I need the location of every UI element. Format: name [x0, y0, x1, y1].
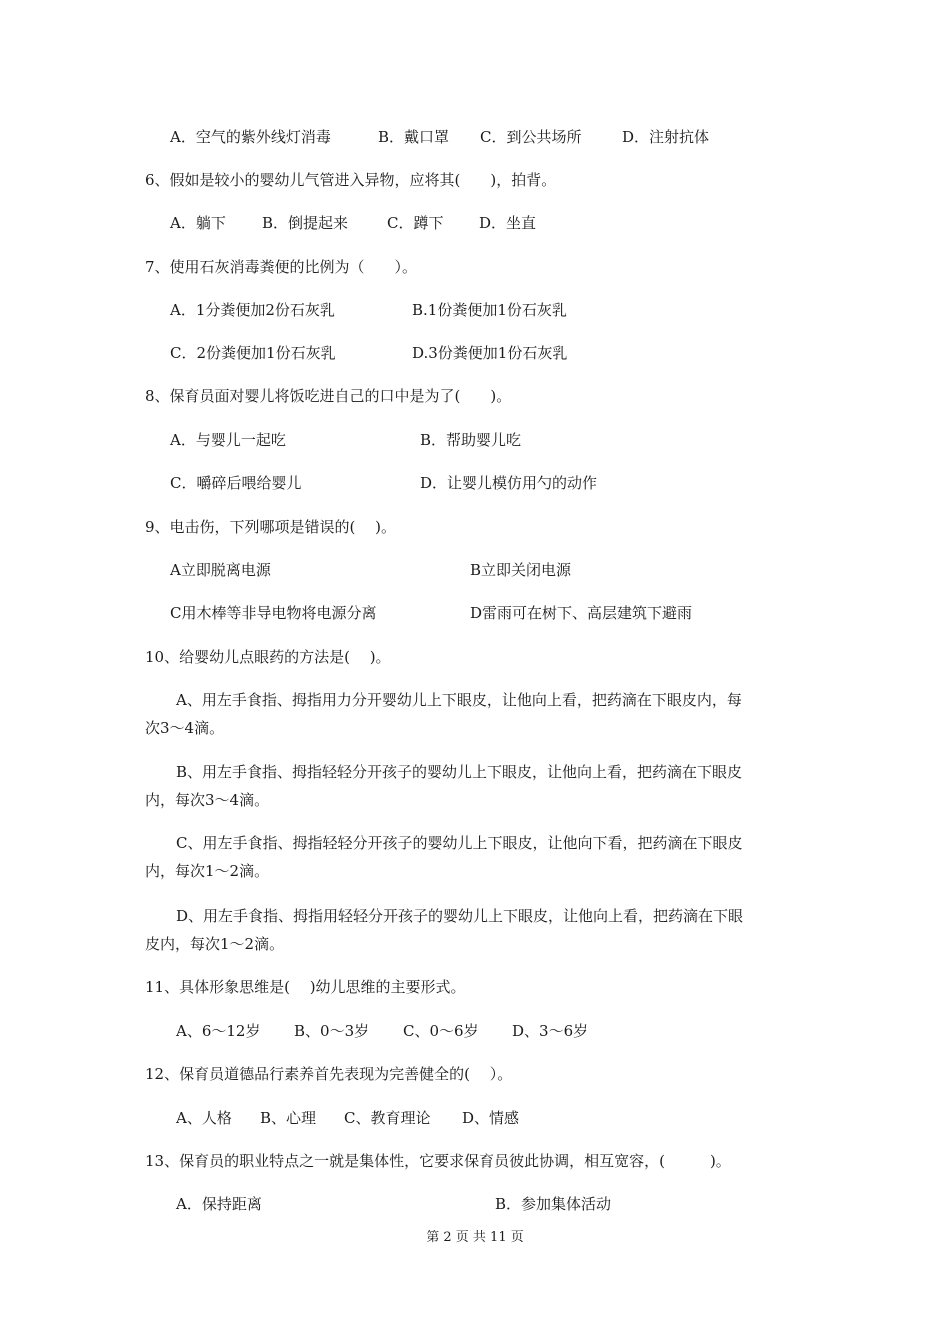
q10-option-b-line2: 内，每次3～4滴。	[145, 791, 270, 809]
page-footer: 第 2 页 共 11 页	[426, 1230, 524, 1245]
question-12-stem: 12、保育员道德品行素养首先表现为完善健全的( ）。	[145, 1065, 513, 1083]
q9-option-a: A立即脱离电源	[170, 561, 271, 579]
q10-option-d-line2: 皮内，每次1～2滴。	[145, 935, 285, 953]
q13-option-a: A．保持距离	[176, 1195, 262, 1213]
q8-option-b: B．帮助婴儿吃	[420, 431, 522, 449]
question-7-stem: 7、使用石灰消毒粪便的比例为（ ）。	[145, 258, 418, 276]
q12-option-d: D、情感	[462, 1109, 520, 1127]
q12-option-a: A、人格	[176, 1109, 232, 1127]
q6-option-b: B．倒提起来	[262, 214, 349, 232]
q11-option-d: D、3～6岁	[512, 1022, 589, 1040]
q9-option-c: C用木棒等非导电物将电源分离	[170, 604, 377, 622]
question-6-stem: 6、假如是较小的婴幼儿气管进入异物，应将其( )，拍背。	[145, 171, 557, 189]
q7-option-c: C．2份粪便加1份石灰乳	[170, 344, 336, 362]
q8-option-c: C．嚼碎后喂给婴儿	[170, 474, 302, 492]
q10-option-c-line1: C、用左手食指、拇指轻轻分开孩子的婴幼儿上下眼皮，让他向下看，把药滴在下眼皮	[176, 834, 743, 852]
q5-option-a: A．空气的紫外线灯消毒	[170, 128, 331, 146]
question-8-stem: 8、保育员面对婴儿将饭吃进自己的口中是为了( )。	[145, 387, 512, 405]
q10-option-b-line1: B、用左手食指、拇指轻轻分开孩子的婴幼儿上下眼皮，让他向上看，把药滴在下眼皮	[176, 763, 743, 781]
question-10-stem: 10、给婴幼儿点眼药的方法是( )。	[145, 648, 391, 666]
q11-option-c: C、0～6岁	[403, 1022, 479, 1040]
q9-option-d: D雷雨可在树下、高层建筑下避雨	[470, 604, 693, 622]
q5-option-d: D．注射抗体	[622, 128, 710, 146]
q5-option-b: B．戴口罩	[378, 128, 450, 146]
q11-option-a: A、6～12岁	[176, 1022, 261, 1040]
q6-option-d: D．坐直	[479, 214, 537, 232]
question-9-stem: 9、电击伤，下列哪项是错误的( )。	[145, 518, 397, 536]
q9-option-b: B立即关闭电源	[470, 561, 572, 579]
q10-option-a-line1: A、用左手食指、拇指用力分开婴幼儿上下眼皮，让他向上看，把药滴在下眼皮内，每	[176, 691, 742, 709]
question-11-stem: 11、具体形象思维是( )幼儿思维的主要形式。	[145, 978, 466, 996]
q13-option-b: B．参加集体活动	[495, 1195, 612, 1213]
q7-option-d: D.3份粪便加1份石灰乳	[412, 344, 568, 362]
q12-option-b: B、心理	[260, 1109, 317, 1127]
q6-option-a: A．躺下	[170, 214, 226, 232]
q8-option-a: A．与婴儿一起吃	[170, 431, 286, 449]
q10-option-c-line2: 内，每次1～2滴。	[145, 862, 270, 880]
q7-option-b: B.1份粪便加1份石灰乳	[412, 301, 567, 319]
question-13-stem: 13、保育员的职业特点之一就是集体性，它要求保育员彼此协调，相互宽容，( )。	[145, 1152, 731, 1170]
q8-option-d: D．让婴儿模仿用勺的动作	[420, 474, 598, 492]
q12-option-c: C、教育理论	[344, 1109, 431, 1127]
q5-option-c: C．到公共场所	[480, 128, 582, 146]
q7-option-a: A．1分粪便加2份石灰乳	[170, 301, 335, 319]
q11-option-b: B、0～3岁	[294, 1022, 370, 1040]
q6-option-c: C．蹲下	[387, 214, 444, 232]
q10-option-d-line1: D、用左手食指、拇指用轻轻分开孩子的婴幼儿上下眼皮，让他向上看，把药滴在下眼	[176, 907, 744, 925]
q10-option-a-line2: 次3～4滴。	[145, 719, 225, 737]
